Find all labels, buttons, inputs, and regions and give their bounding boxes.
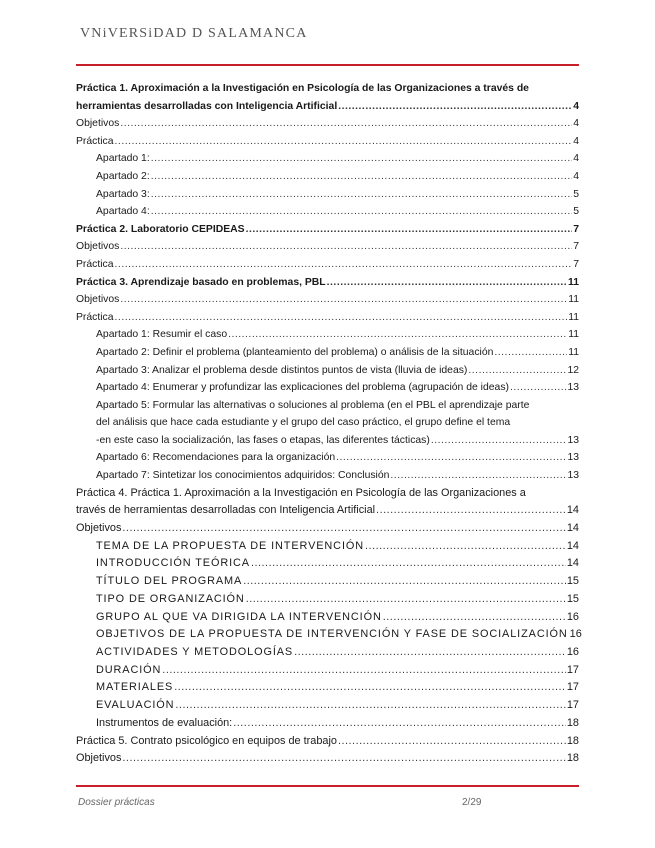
toc-entry-evalu[interactable] [76,697,579,715]
toc-page-number: 14 [566,539,579,552]
dot-leader [122,750,565,768]
toc-entry-p3a6[interactable] [76,449,579,467]
dot-leader [365,538,566,556]
toc-entry-grupo[interactable] [76,609,579,627]
toc-entry-mater[interactable] [76,679,579,697]
toc-page-number: 11 [568,276,579,288]
toc-page-number: 14 [566,504,579,517]
toc-entry-activ[interactable] [76,644,579,662]
toc-entry-prac2[interactable] [76,256,579,274]
toc-page-number: 18 [566,716,579,729]
toc-entry-text: Instrumentos de evaluación: [96,716,233,729]
footer-title: Dossier prácticas [78,797,155,808]
toc-entry-text: Apartado 4: [96,206,150,218]
toc-entry-text: TÍTULO DEL PROGRAMA [96,575,243,588]
dot-leader [120,291,567,309]
toc-entry-p3a1[interactable] [76,326,579,344]
toc-page-number: 15 [566,575,579,588]
toc-page-number: 18 [566,734,579,747]
toc-entry-text: ACTIVIDADES Y METODOLOGÍAS [96,645,294,658]
toc-entry-line: del análisis que hace cada estudiante y el grupo del caso práctico, el grupo define el tema [96,417,511,429]
toc-entry-text: Apartado 1: Resumir el caso [96,329,228,341]
toc-entry-p5[interactable] [76,733,579,751]
dot-leader [338,98,572,116]
toc-entry-line: Práctica 1. Aproximación a la Investigación en Psicología de las Organizaciones a través de [76,83,529,94]
dot-leader [175,697,565,715]
dot-leader [294,644,566,662]
toc-page-number: 16 [566,610,579,623]
toc-entry-p3a7[interactable] [76,467,579,485]
toc-page-number: 14 [566,557,579,570]
dot-leader [115,133,573,151]
toc-entry-text: Práctica [76,135,114,147]
toc-entry-text: Objetivos [76,294,120,306]
toc-entry-instr[interactable] [76,715,579,733]
toc-entry-text: herramientas desarrolladas con Inteligencia Artificial [76,100,338,112]
toc-page-number: 12 [567,364,579,376]
toc-entry-text: GRUPO AL QUE VA DIRIGIDA LA INTERVENCIÓN [96,610,382,623]
dot-leader [336,449,566,467]
dot-leader [494,344,567,362]
toc-page-number: 4 [573,170,579,182]
dot-leader [122,520,565,538]
toc-page-number: 7 [573,258,579,270]
toc-entry-text: Objetivos [76,118,120,130]
toc-page-number: 14 [566,522,579,535]
toc-entry-text: Práctica 3. Aprendizaje basado en problemas, PBL [76,276,326,288]
dot-leader [431,432,567,450]
toc-entry-p3a2[interactable] [76,344,579,362]
toc-entry-text: través de herramientas desarrolladas con Inteligencia Artificial [76,504,376,517]
toc-page-number: 11 [568,294,579,306]
toc-page-number: 4 [573,118,579,130]
toc-entry-ap3[interactable] [76,186,579,204]
toc-entry-p4[interactable] [76,485,579,520]
dot-leader [383,609,566,627]
toc-page-number: 17 [566,699,579,712]
university-header: VNiVERSiDAD D SALAMANCA [80,26,308,41]
toc-entry-text: Práctica [76,258,114,270]
toc-entry-line: Práctica 4. Práctica 1. Aproximación a la Investigación en Psicología de las Organizaciones a [76,486,526,499]
toc-entry-p3a4[interactable] [76,379,579,397]
toc-entry-text: Objetivos [76,522,122,535]
toc-entry-ap4[interactable] [76,203,579,221]
toc-page-number: 5 [573,188,579,200]
dot-leader [162,662,566,680]
dot-leader [338,733,566,751]
dot-leader [251,555,566,573]
toc-page-number: 13 [567,434,579,446]
toc-entry-text: Práctica [76,311,114,323]
header-rule [76,64,579,66]
toc-entry-ap2[interactable] [76,168,579,186]
dot-leader [115,309,568,327]
toc-entry-text: Apartado 2: [96,170,150,182]
toc-entry-prac1[interactable] [76,133,579,151]
toc-page-number: 16 [569,628,582,641]
toc-page-number: 7 [573,223,579,235]
toc-page-number: 4 [573,135,579,147]
dot-leader [510,379,566,397]
toc-entry-line: Apartado 5: Formular las alternativas o soluciones al problema (en el PBL el aprendizaje parte [96,399,530,411]
toc-page-number: 13 [567,382,579,394]
toc-entry-obj2[interactable] [76,238,579,256]
toc-entry-tipo[interactable] [76,591,579,609]
toc-entry-intro[interactable] [76,555,579,573]
toc-entry-text: MATERIALES [96,681,174,694]
toc-page-number: 11 [568,329,579,341]
toc-entry-text: DURACIÓN [96,663,162,676]
toc-entry-p2[interactable] [76,221,579,239]
toc-entry-obj3[interactable] [76,291,579,309]
page-number: 2/29 [462,797,482,808]
toc-entry-p3[interactable] [76,274,579,292]
toc-entry-prac3[interactable] [76,309,579,327]
toc-entry-text: Apartado 7: Sintetizar los conocimientos adquiridos: Conclusión [96,470,390,482]
dot-leader [390,467,566,485]
toc-entry-p3a3[interactable] [76,362,579,380]
toc-entry-obj5[interactable] [76,750,579,768]
toc-page-number: 5 [573,206,579,218]
dot-leader [174,679,566,697]
toc-entry-text: EVALUACIÓN [96,699,175,712]
toc-entry-text: INTRODUCCIÓN TEÓRICA [96,557,250,570]
toc-entry-text: TEMA DE LA PROPUESTA DE INTERVENCIÓN [96,539,365,552]
toc-page-number: 15 [566,592,579,605]
toc-entry-obj4[interactable] [76,520,579,538]
dot-leader [115,256,573,274]
dot-leader [246,591,566,609]
toc-page-number: 11 [568,346,579,358]
toc-entry-text: Apartado 6: Recomendaciones para la organización [96,452,336,464]
toc-entry-text: Apartado 2: Definir el problema (planteamiento del problema) o análisis de la situación [96,346,494,358]
dot-leader [151,168,572,186]
dot-leader [376,502,566,520]
toc-entry-text: Apartado 4: Enumerar y profundizar las explicaciones del problema (agrupación de ideas) [96,382,509,394]
toc-entry-text: -en este caso la socialización, las fases o etapas, las diferentes tácticas) [96,434,430,446]
dot-leader [246,221,573,239]
dot-leader [151,186,572,204]
table-of-contents [76,80,582,768]
toc-page-number: 11 [568,311,579,323]
toc-entry-p1[interactable] [76,80,579,115]
dot-leader [228,326,567,344]
toc-page-number: 13 [567,470,579,482]
dot-leader [327,274,567,292]
toc-entry-text: Práctica 5. Contrato psicológico en equipos de trabajo [76,734,337,747]
toc-entry-obj1[interactable] [76,115,579,133]
toc-page-number: 17 [566,663,579,676]
toc-entry-ap1[interactable] [76,150,579,168]
dot-leader [233,715,566,733]
toc-entry-text: Objetivos [76,241,120,253]
toc-page-number: 7 [573,241,579,253]
toc-entry-text: Práctica 2. Laboratorio CEPIDEAS [76,223,245,235]
toc-entry-p3a5[interactable] [76,397,579,450]
toc-entry-objprop[interactable] [76,626,582,644]
toc-entry-tema[interactable] [76,538,579,556]
dot-leader [120,238,572,256]
toc-page-number: 13 [567,452,579,464]
toc-page-number: 17 [566,681,579,694]
toc-page-number: 18 [566,752,579,765]
toc-entry-titulo[interactable] [76,573,579,591]
dot-leader [120,115,572,133]
dot-leader [151,150,572,168]
toc-entry-text: Apartado 3: Analizar el problema desde distintos puntos de vista (lluvia de ideas) [96,364,468,376]
dot-leader [243,573,566,591]
toc-entry-text: TIPO DE ORGANIZACIÓN [96,592,245,605]
footer-rule [76,785,579,787]
toc-entry-text: Apartado 3: [96,188,150,200]
toc-page-number: 4 [573,153,579,165]
dot-leader [151,203,572,221]
toc-entry-durac[interactable] [76,662,579,680]
dot-leader [468,362,566,380]
toc-page-number: 4 [573,100,579,112]
toc-page-number: 16 [566,645,579,658]
toc-entry-text: Objetivos [76,752,122,765]
toc-entry-text: Apartado 1: [96,153,150,165]
toc-entry-text: OBJETIVOS DE LA PROPUESTA DE INTERVENCIÓN Y FASE DE SOCIALIZACIÓN [96,628,568,641]
